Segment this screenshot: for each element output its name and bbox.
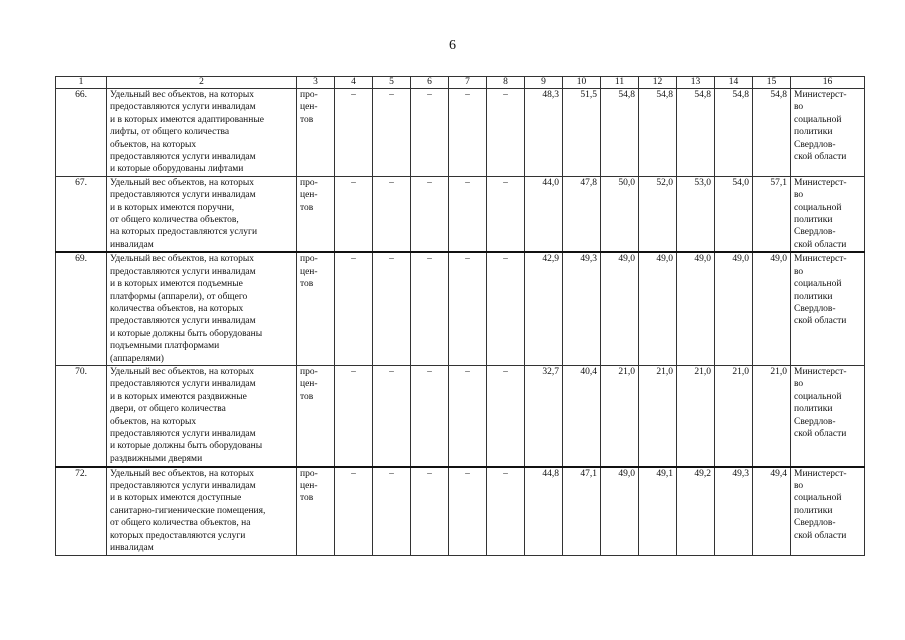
indicator-description-line: Удельный вес объектов, на которых — [110, 468, 254, 479]
unit-cell-line: цен- — [300, 379, 318, 390]
responsible-organization-line: во — [794, 480, 804, 491]
indicator-value: 54,8 — [753, 89, 791, 177]
row-number: 70. — [56, 366, 107, 467]
indicator-value: 53,0 — [677, 176, 715, 252]
unit-cell-line: тов — [300, 202, 314, 213]
table-row — [56, 89, 865, 177]
column-number-header: 5 — [373, 77, 411, 89]
indicator-description-line: Удельный вес объектов, на которых — [110, 90, 254, 100]
column-number-header: 3 — [297, 77, 335, 89]
unit-cell — [297, 252, 335, 365]
indicator-description-line: предоставляются услуги инвалидам — [110, 379, 256, 390]
indicator-description — [107, 176, 297, 252]
responsible-organization-line: Свердлов- — [794, 139, 836, 150]
indicator-description-line: от общего количества объектов, на — [110, 518, 251, 529]
indicator-description-line: платформы (аппарели), от общего — [110, 291, 248, 302]
indicator-value: 49,0 — [639, 252, 677, 365]
empty-value-dash: – — [373, 366, 411, 467]
indicator-description-line: и в которых имеются раздвижные — [110, 391, 247, 402]
empty-value-dash: – — [411, 467, 449, 556]
unit-cell-line: тов — [300, 493, 314, 504]
indicator-description-line: раздвижными дверями — [110, 453, 203, 464]
column-number-header: 1 — [56, 77, 107, 89]
indicator-value: 49,0 — [601, 467, 639, 556]
empty-value-dash: – — [335, 89, 373, 177]
indicator-value: 44,8 — [525, 467, 563, 556]
indicator-description-line: и которые должны быть оборудованы — [110, 328, 263, 339]
indicator-description-line: двери, от общего количества — [110, 404, 226, 415]
responsible-organization-line: Свердлов- — [794, 303, 836, 314]
responsible-organization-line: во — [794, 190, 804, 201]
unit-cell-line: про- — [300, 90, 318, 100]
unit-cell — [297, 366, 335, 467]
indicator-value: 21,0 — [753, 366, 791, 467]
empty-value-dash: – — [411, 176, 449, 252]
column-number-header: 11 — [601, 77, 639, 89]
responsible-organization-line: во — [794, 266, 804, 277]
row-number: 66. — [56, 89, 107, 177]
empty-value-dash: – — [411, 252, 449, 365]
indicator-value: 49,0 — [601, 252, 639, 365]
responsible-organization-line: ской области — [794, 239, 847, 250]
indicator-description — [107, 89, 297, 177]
column-number-header: 6 — [411, 77, 449, 89]
responsible-organization-line: ской области — [794, 429, 847, 440]
unit-cell — [297, 89, 335, 177]
table-row — [56, 252, 865, 365]
indicator-description — [107, 366, 297, 467]
column-number-header: 2 — [107, 77, 297, 89]
indicator-description-line: количества объектов, на которых — [110, 303, 244, 314]
indicator-description-line: предоставляются услуги инвалидам — [110, 316, 256, 327]
indicator-value: 49,2 — [677, 467, 715, 556]
indicator-value: 21,0 — [601, 366, 639, 467]
indicator-value: 40,4 — [563, 366, 601, 467]
indicator-description-line: и в которых имеются адаптированные — [110, 114, 264, 125]
indicator-value: 49,3 — [563, 252, 601, 365]
column-number-header: 16 — [791, 77, 865, 89]
indicator-value: 32,7 — [525, 366, 563, 467]
indicator-description-line: санитарно-гигиенические помещения, — [110, 505, 266, 516]
indicator-description-line: Удельный вес объектов, на которых — [110, 367, 254, 377]
row-number: 67. — [56, 176, 107, 252]
empty-value-dash: – — [373, 176, 411, 252]
indicator-description-line: которых предоставляются услуги — [110, 530, 246, 541]
indicator-description-line: объектов, на которых — [110, 139, 197, 150]
unit-cell — [297, 176, 335, 252]
responsible-organization-line: Свердлов- — [794, 416, 836, 427]
indicator-value: 54,8 — [639, 89, 677, 177]
responsible-organization-line: ской области — [794, 152, 847, 163]
responsible-organization-line: политики — [794, 505, 833, 516]
unit-cell-line: цен- — [300, 190, 318, 201]
empty-value-dash: – — [411, 89, 449, 177]
row-number: 72. — [56, 467, 107, 556]
column-numbers-row — [56, 77, 865, 89]
indicator-value: 49,0 — [677, 252, 715, 365]
column-number-header: 10 — [563, 77, 601, 89]
responsible-organization-line: Министерст- — [794, 468, 847, 479]
responsible-organization-line: политики — [794, 291, 833, 302]
indicator-value: 47,1 — [563, 467, 601, 556]
empty-value-dash: – — [373, 252, 411, 365]
indicator-value: 54,0 — [715, 176, 753, 252]
indicator-description-line: предоставляются услуги инвалидам — [110, 480, 256, 491]
empty-value-dash: – — [487, 252, 525, 365]
empty-value-dash: – — [335, 252, 373, 365]
empty-value-dash: – — [449, 89, 487, 177]
column-number-header: 12 — [639, 77, 677, 89]
empty-value-dash: – — [487, 89, 525, 177]
indicator-description-line: (аппарелями) — [110, 353, 164, 364]
indicator-value: 49,0 — [753, 252, 791, 365]
empty-value-dash: – — [335, 176, 373, 252]
responsible-organization-line: политики — [794, 404, 833, 415]
empty-value-dash: – — [449, 366, 487, 467]
empty-value-dash: – — [487, 176, 525, 252]
indicator-description — [107, 467, 297, 556]
indicator-value: 57,1 — [753, 176, 791, 252]
responsible-organization-line: Свердлов- — [794, 518, 836, 529]
indicators-table — [55, 76, 865, 556]
empty-value-dash: – — [449, 467, 487, 556]
indicator-value: 49,1 — [639, 467, 677, 556]
indicator-description-line: предоставляются услуги инвалидам — [110, 152, 256, 163]
responsible-organization-line: социальной — [794, 202, 842, 213]
empty-value-dash: – — [335, 467, 373, 556]
unit-cell-line: цен- — [300, 266, 318, 277]
table-row — [56, 176, 865, 252]
indicator-description-line: и в которых имеются доступные — [110, 493, 242, 504]
indicator-value: 49,3 — [715, 467, 753, 556]
indicator-value: 44,0 — [525, 176, 563, 252]
column-number-header: 8 — [487, 77, 525, 89]
indicator-description-line: объектов, на которых — [110, 416, 197, 427]
responsible-organization-line: ской области — [794, 530, 847, 541]
indicator-value: 21,0 — [677, 366, 715, 467]
unit-cell-line: про- — [300, 367, 318, 377]
indicator-value: 49,0 — [715, 252, 753, 365]
empty-value-dash: – — [373, 89, 411, 177]
empty-value-dash: – — [373, 467, 411, 556]
responsible-organization — [791, 467, 865, 556]
indicator-description-line: инвалидам — [110, 239, 154, 250]
responsible-organization-line: социальной — [794, 493, 842, 504]
empty-value-dash: – — [335, 366, 373, 467]
indicator-description-line: предоставляются услуги инвалидам — [110, 266, 256, 277]
unit-cell — [297, 467, 335, 556]
indicator-value: 54,8 — [715, 89, 753, 177]
unit-cell-line: про- — [300, 254, 318, 265]
unit-cell-line: про- — [300, 177, 318, 188]
indicator-description-line: инвалидам — [110, 542, 154, 553]
indicator-value: 51,5 — [563, 89, 601, 177]
unit-cell-line: тов — [300, 279, 314, 290]
indicator-value: 54,8 — [677, 89, 715, 177]
responsible-organization-line: во — [794, 102, 804, 113]
unit-cell-line: тов — [300, 391, 314, 402]
row-number: 69. — [56, 252, 107, 365]
empty-value-dash: – — [411, 366, 449, 467]
responsible-organization-line: социальной — [794, 279, 842, 290]
indicator-description-line: и в которых имеются поручни, — [110, 202, 235, 213]
indicator-value: 47,8 — [563, 176, 601, 252]
table-row — [56, 467, 865, 556]
responsible-organization-line: Министерст- — [794, 254, 847, 265]
indicator-description-line: предоставляются услуги инвалидам — [110, 190, 256, 201]
indicator-description-line: предоставляются услуги инвалидам — [110, 429, 256, 440]
responsible-organization-line: Министерст- — [794, 367, 847, 377]
indicator-description-line: Удельный вес объектов, на которых — [110, 177, 254, 188]
responsible-organization-line: политики — [794, 215, 833, 226]
indicator-description — [107, 252, 297, 365]
indicator-value: 21,0 — [715, 366, 753, 467]
responsible-organization — [791, 366, 865, 467]
unit-cell-line: цен- — [300, 480, 318, 491]
responsible-organization-line: Министерст- — [794, 90, 847, 100]
indicator-description-line: от общего количества объектов, — [110, 215, 239, 226]
indicator-description-line: и в которых имеются подъемные — [110, 279, 243, 290]
responsible-organization-line: Министерст- — [794, 177, 847, 188]
column-number-header: 7 — [449, 77, 487, 89]
responsible-organization-line: Свердлов- — [794, 227, 836, 238]
indicator-description-line: предоставляются услуги инвалидам — [110, 102, 256, 113]
empty-value-dash: – — [449, 252, 487, 365]
indicator-value: 42,9 — [525, 252, 563, 365]
indicator-value: 48,3 — [525, 89, 563, 177]
empty-value-dash: – — [487, 467, 525, 556]
responsible-organization-line: социальной — [794, 114, 842, 125]
indicator-description-line: подъемными платформами — [110, 341, 220, 352]
column-number-header: 14 — [715, 77, 753, 89]
indicator-description-line: и которые оборудованы лифтами — [110, 164, 244, 175]
responsible-organization — [791, 176, 865, 252]
indicator-value: 50,0 — [601, 176, 639, 252]
column-number-header: 4 — [335, 77, 373, 89]
responsible-organization-line: ской области — [794, 316, 847, 327]
column-number-header: 15 — [753, 77, 791, 89]
responsible-organization-line: политики — [794, 127, 833, 138]
column-number-header: 13 — [677, 77, 715, 89]
indicator-description-line: и которые должны быть оборудованы — [110, 441, 263, 452]
responsible-organization — [791, 89, 865, 177]
unit-cell-line: про- — [300, 468, 318, 479]
indicator-value: 21,0 — [639, 366, 677, 467]
indicator-value: 54,8 — [601, 89, 639, 177]
responsible-organization-line: во — [794, 379, 804, 390]
indicator-description-line: Удельный вес объектов, на которых — [110, 254, 254, 265]
page-number: 6 — [449, 38, 456, 53]
empty-value-dash: – — [487, 366, 525, 467]
table-row — [56, 366, 865, 467]
indicator-value: 52,0 — [639, 176, 677, 252]
indicator-description-line: на которых предоставляются услуги — [110, 227, 258, 238]
empty-value-dash: – — [449, 176, 487, 252]
unit-cell-line: цен- — [300, 102, 318, 113]
indicator-description-line: лифты, от общего количества — [110, 127, 230, 138]
responsible-organization — [791, 252, 865, 365]
unit-cell-line: тов — [300, 114, 314, 125]
indicator-value: 49,4 — [753, 467, 791, 556]
responsible-organization-line: социальной — [794, 391, 842, 402]
column-number-header: 9 — [525, 77, 563, 89]
